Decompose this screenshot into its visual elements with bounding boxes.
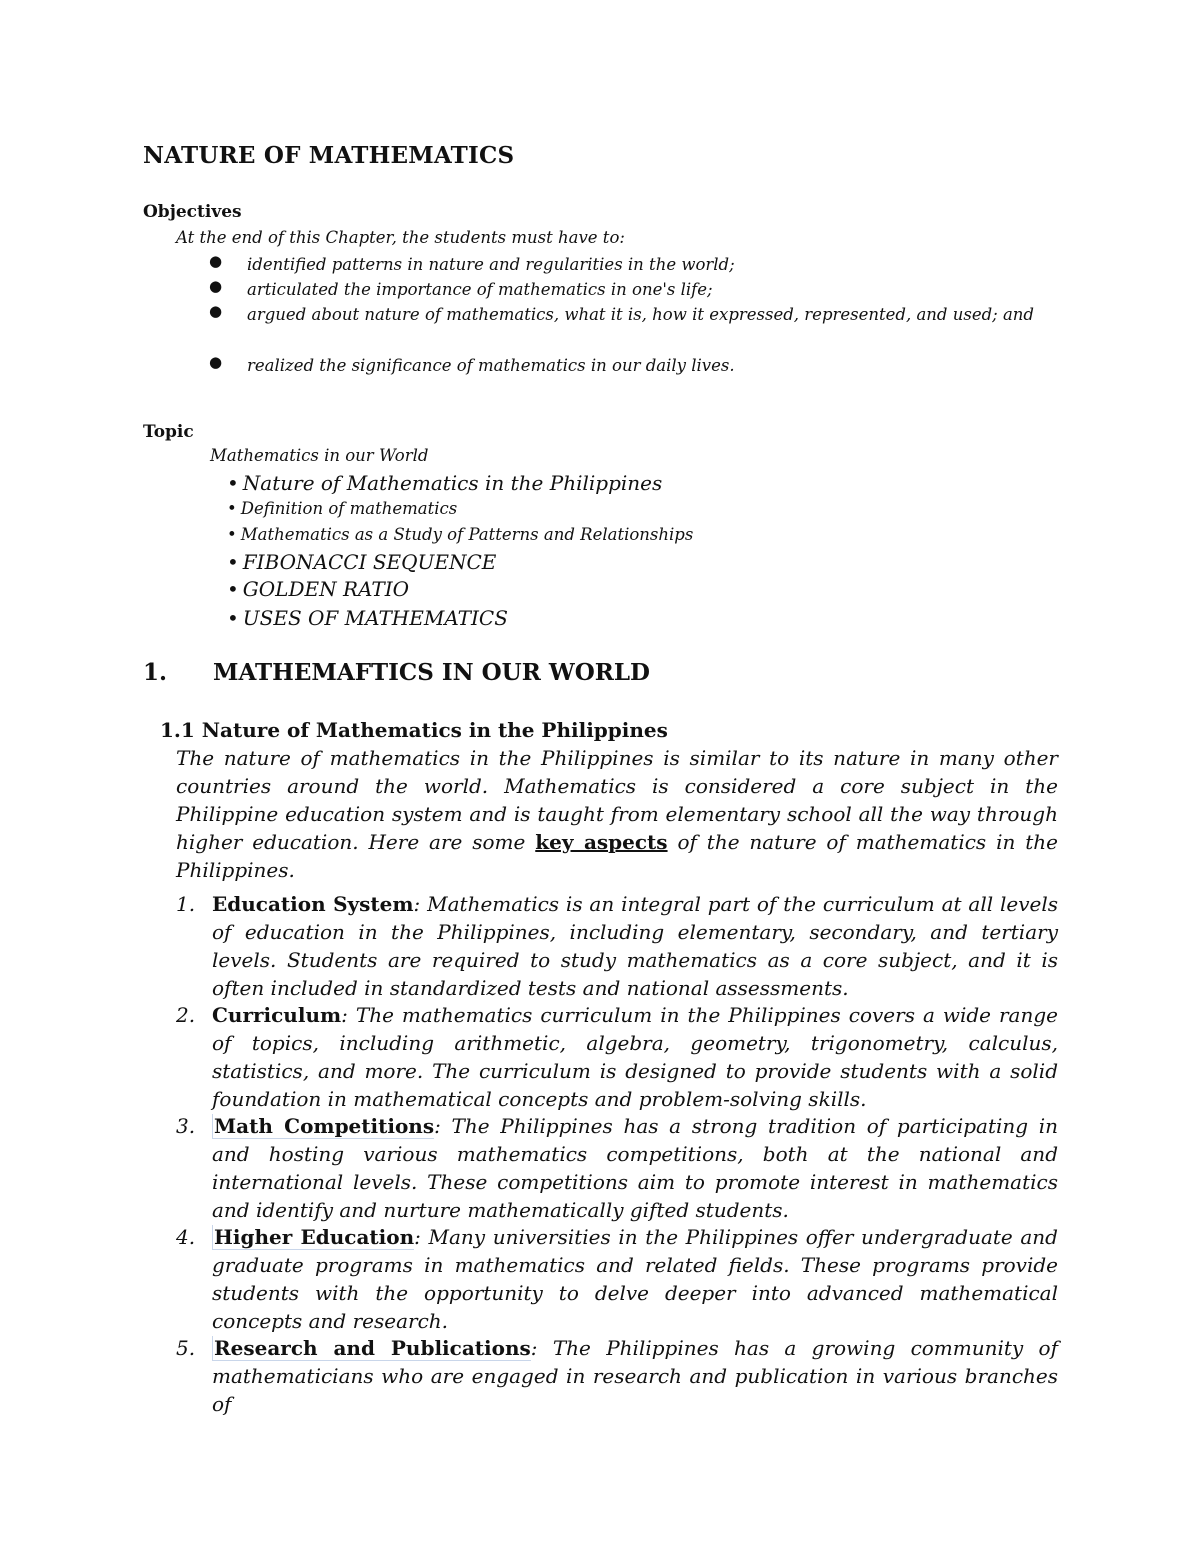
bullet-icon: •: [227, 525, 237, 544]
topic-heading: Topic: [143, 422, 194, 442]
aspect-text: Many universities in the Philippines offer undergraduate and graduate programs in mathematics and related fields. These programs provide students with the opportunity to delve deeper into advanced mathematical concepts and research.: [212, 1225, 1058, 1333]
key-aspects-phrase: key aspects: [535, 830, 668, 854]
topic-item-text: GOLDEN RATIO: [242, 577, 409, 601]
objective-text: articulated the importance of mathematics in one's life;: [247, 280, 713, 299]
aspect-title: Curriculum: [212, 1003, 342, 1027]
list-number: 2.: [176, 1003, 196, 1027]
objective-text: argued about nature of mathematics, what it is, how it expressed, represented, and used; and: [247, 305, 1034, 324]
topic-item-text: Nature of Mathematics in the Philippines: [242, 471, 663, 495]
aspect-text: Mathematics is an integral part of the curriculum at all levels of education in the Philippines, including elementary, secondary, and tertiary levels. Students are required to study mathematics as a core subject, and it is often included in standardized tests and national assessments.: [212, 892, 1058, 1000]
list-number: 4.: [176, 1225, 196, 1249]
paragraph-text: of the nature of mathematics in the Philippines.: [176, 830, 1058, 882]
intro-paragraph: [176, 744, 1058, 884]
aspect-text: The Philippines has a strong tradition of participating in and hosting various mathematics competitions, both at the national and international levels. These competitions aim to promote interest in mathematics and identify and nurture mathematically gifted students.: [212, 1114, 1059, 1222]
bullet-icon: ●: [209, 277, 223, 295]
aspect-separator: :: [434, 1114, 441, 1138]
list-item: [227, 550, 496, 574]
section-number: 1.: [143, 659, 168, 686]
topic-item-text: USES OF MATHEMATICS: [242, 606, 508, 630]
aspect-separator: :: [413, 892, 421, 916]
aspect-text: The mathematics curriculum in the Philippines covers a wide range of topics, including arithmetic, algebra, geometry, trigonometry, calculus, statistics, and more. The curriculum is designed to provide students with a solid foundation in mathematical concepts and problem-solving skills.: [212, 1003, 1058, 1111]
aspect-separator: :: [414, 1225, 421, 1249]
bullet-icon: ●: [209, 353, 223, 371]
list-number: 3.: [176, 1114, 196, 1138]
bullet-icon: ●: [209, 302, 223, 320]
bullet-icon: •: [227, 499, 237, 518]
list-item: [227, 525, 693, 544]
bullet-icon: ●: [209, 252, 223, 270]
list-item: [227, 471, 662, 495]
aspect-separator: :: [341, 1003, 348, 1027]
list-item: [227, 606, 508, 630]
topic-subheading: Mathematics in our World: [210, 446, 429, 465]
section-heading: [143, 659, 650, 686]
topic-item-text: Mathematics as a Study of Patterns and Relationships: [240, 525, 694, 544]
objectives-heading: Objectives: [143, 202, 242, 222]
paragraph-text: The nature of mathematics in the Philippines is similar to its nature in many other countries around the world. Mathematics is considered a core subject in the Philippine education system and is taught from elementary school all the way through higher education. Here are some: [176, 746, 1058, 854]
aspect-title: Higher Education: [214, 1225, 415, 1249]
aspect-separator: :: [530, 1336, 538, 1360]
bullet-icon: •: [227, 471, 239, 495]
bullet-icon: •: [227, 606, 239, 630]
aspect-title: Education System: [212, 892, 414, 916]
objectives-intro: At the end of this Chapter, the students must have to:: [176, 228, 625, 247]
document-title: NATURE OF MATHEMATICS: [143, 142, 515, 169]
objective-text: realized the significance of mathematics in our daily lives.: [247, 356, 735, 375]
list-item: [227, 499, 457, 518]
bullet-icon: •: [227, 577, 239, 601]
subsection-heading: 1.1 Nature of Mathematics in the Philippines: [160, 718, 668, 742]
bullet-icon: •: [227, 550, 239, 574]
objective-text: identified patterns in nature and regularities in the world;: [247, 255, 735, 274]
list-item: [227, 577, 409, 601]
aspect-title: Math Competitions: [214, 1114, 435, 1138]
aspect-title: Research and Publications: [214, 1336, 531, 1360]
topic-item-text: Definition of mathematics: [240, 499, 458, 518]
topic-item-text: FIBONACCI SEQUENCE: [242, 550, 497, 574]
list-number: 1.: [176, 892, 196, 916]
section-title: MATHEMAFTICS IN OUR WORLD: [213, 659, 650, 686]
aspect-text: The Philippines has a growing community of mathematicians who are engaged in research and publication in various branches of: [212, 1336, 1058, 1416]
list-number: 5.: [176, 1336, 196, 1360]
